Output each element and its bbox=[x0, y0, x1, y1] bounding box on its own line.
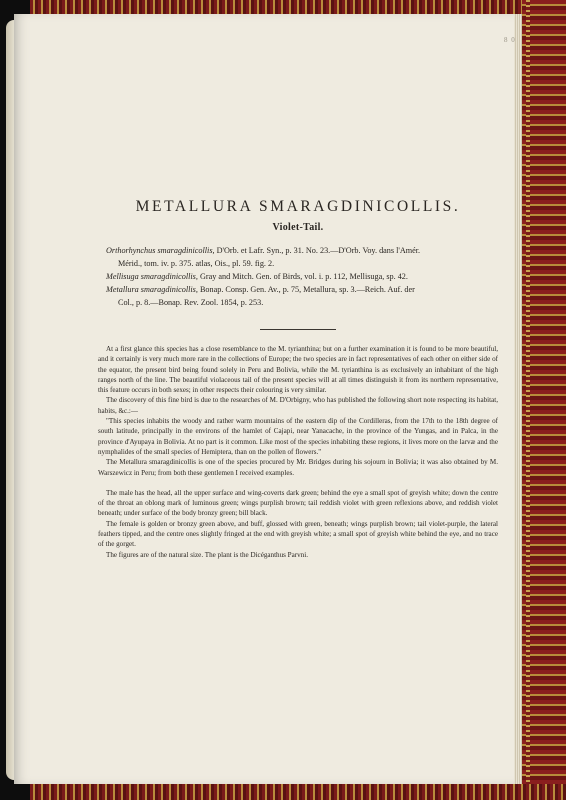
body-paragraph: The discovery of this fine bird is due to the researches of M. D'Orbigny, who has published the following short note respecting its habitat, habits, &c.:— bbox=[98, 396, 498, 415]
body-paragraph: The female is golden or bronzy green above, and buff, glossed with green, beneath; wings purplish brown; tail violet-purple, the lateral feathers tipped, and the centre ones slightly fringed at the end with greyish white; a small spot of greyish white behind the eye, and no trace of the gorget. bbox=[98, 519, 498, 549]
cover-bottom-edge bbox=[30, 784, 566, 800]
body-text bbox=[98, 344, 498, 560]
synonym-ref: Gray and Mitch. Gen. of Birds, vol. i. p. 112, Mellisuga, sp. 42. bbox=[197, 272, 408, 282]
page-edges bbox=[514, 14, 522, 784]
synonym-entry bbox=[106, 297, 498, 309]
body-paragraph: The male has the head, all the upper surface and wing-coverts dark green; behind the eye a small spot of greyish white; down the centre of the throat an oblong mark of luminous green; wings purplish brown; tail reddish violet with green reflexions above, and reddish violet beneath; under surface of the body bronzy green; bill black. bbox=[98, 488, 498, 518]
synonym-entry bbox=[106, 245, 498, 257]
folio-number: 8 0 bbox=[504, 36, 516, 44]
paragraph-gap bbox=[98, 478, 498, 488]
page-title: METALLURA SMARAGDINICOLLIS. bbox=[135, 198, 461, 215]
body-paragraph: At a first glance this species has a close resemblance to the M. tyrianthina; but on a further examination it is found to be more beautiful, and it certainly is very much more rare in the collections of Europe; the two species are in fact representatives of each other on either side of the equator, the present bird being found solely in Peru and Bolivia, while the M. tyrianthina is as exclusively an inhabitant of the high ranges north of the line. The beautiful violaceous tail of the present species will at all times distinguish it from its northern representative, this feature occurs in both sexes; in other respects their colouring is very similar. bbox=[98, 344, 498, 395]
synonym-name: Mellisuga smaragdinicollis, bbox=[106, 272, 198, 282]
body-paragraph: The Metallura smaragdinicollis is one of the species procured by Mr. Bridges during his sojourn in Bolivia; it was also obtained by M. Warszewicz in Peru; from both these gentlemen I received examples. bbox=[98, 458, 498, 477]
synonym-entry bbox=[106, 284, 498, 296]
synonym-ref: Bonap. Consp. Gen. Av., p. 75, Metallura, sp. 3.—Reich. Auf. der bbox=[197, 285, 415, 295]
synonym-entry bbox=[106, 271, 498, 283]
cover-right-edge bbox=[522, 0, 566, 800]
synonymy-list bbox=[98, 245, 498, 309]
body-paragraph: The figures are of the natural size. The plant is the Dicéganthus Parvni. bbox=[106, 550, 308, 559]
section-divider bbox=[260, 329, 336, 330]
synonym-ref: Col., p. 8.—Bonap. Rev. Zool. 1854, p. 253. bbox=[118, 298, 264, 308]
cover-top-edge bbox=[30, 0, 566, 14]
page-content bbox=[98, 198, 498, 560]
synonym-ref: Mérid., tom. iv. p. 375. atlas, Ois., pl. 59. fig. 2. bbox=[118, 259, 275, 269]
page-subtitle: Violet-Tail. bbox=[272, 222, 324, 233]
synonym-name: Orthorhynchus smaragdinicollis, bbox=[106, 246, 215, 255]
synonym-ref: D'Orb. et Lafr. Syn., p. 31. No. 23.—D'Orb. Voy. dans l'Amér. bbox=[214, 246, 421, 255]
synonym-entry bbox=[106, 258, 498, 270]
body-paragraph: "This species inhabits the woody and rather warm mountains of the eastern dip of the Cordilleras, from the 17th to the 18th degree of south latitude, principally in the environs of the hamlet of Cajapi, near Yanacache, in the province of the Yungas, and in Palca, in the province d'Ayupaya in Bolivia. At no part is it common. Like most of the species inhabiting these regions, it lives more on the larvæ and the nymphalides of the small species of Hemiptera, than on the pollen of flowers." bbox=[98, 417, 498, 456]
synonym-name: Metallura smaragdinicollis, bbox=[106, 285, 198, 295]
